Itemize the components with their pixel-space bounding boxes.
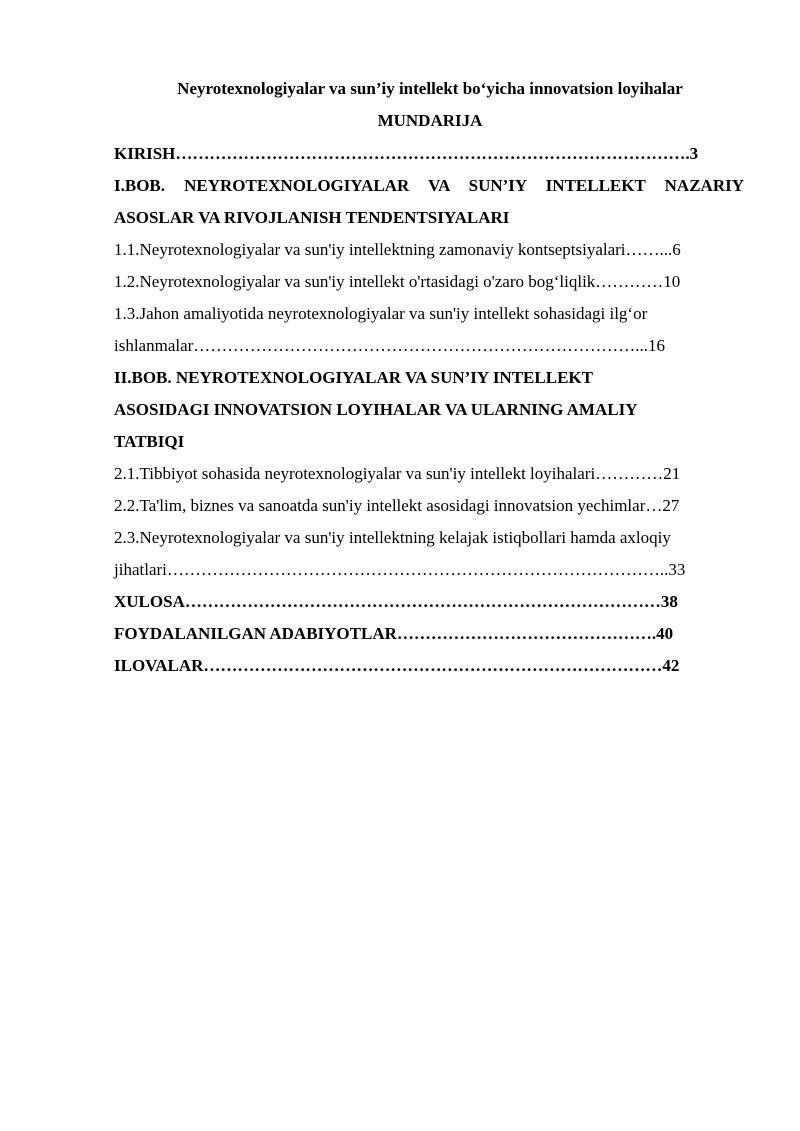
toc-entry-1-3-cont: ishlanmalar……………………………………………………………………...16: [114, 336, 666, 355]
toc-entry-1-2: 1.2.Neyrotexnologiyalar va sun'iy intellekt o'rtasidagi o'zaro bog‘liqlik…………10: [114, 272, 681, 291]
toc-entry-1-1: 1.1.Neyrotexnologiyalar va sun'iy intellektning zamonaviy kontseptsiyalari……...6: [114, 240, 681, 259]
toc-entry-xulosa: XULOSA…………………………………………………………………………38: [114, 592, 678, 611]
toc-entry-kirish: KIRISH……………………………………………………………………………….3: [114, 144, 699, 163]
toc-entry-1-3: 1.3.Jahon amaliyotida neyrotexnologiyalar va sun'iy intellekt sohasidagi ilg‘or: [114, 304, 648, 323]
toc-chapter-1-title: I.BOB. NEYROTEXNOLOGIYALAR VA SUN’IY INTELLEKT NAZARIY: [114, 176, 744, 195]
toc-entry-adabiyotlar: FOYDALANILGAN ADABIYOTLAR……………………………………….40: [114, 624, 674, 643]
toc-entry-ilovalar: ILOVALAR………………………………………………………………………42: [114, 656, 680, 675]
toc-entry-2-3: 2.3.Neyrotexnologiyalar va sun'iy intellektning kelajak istiqbollari hamda axloqiy: [114, 528, 671, 547]
toc-chapter-2-title-end: TATBIQI: [114, 432, 185, 451]
toc-chapter-2-title-cont: ASOSIDAGI INNOVATSION LOYIHALAR VA ULARNING AMALIY: [114, 400, 638, 419]
document-title: Neyrotexnologiyalar va sun’iy intellekt bo‘yicha innovatsion loyihalar: [177, 79, 683, 98]
toc-heading: MUNDARIJA: [377, 111, 483, 130]
toc-entry-2-2: 2.2.Ta'lim, biznes va sanoatda sun'iy intellekt asosidagi innovatsion yechimlar…27: [114, 496, 680, 515]
toc-entry-2-1: 2.1.Tibbiyot sohasida neyrotexnologiyalar va sun'iy intellekt loyihalari…………21: [114, 464, 681, 483]
toc-chapter-2-title: II.BOB. NEYROTEXNOLOGIYALAR VA SUN’IY INTELLEKT: [114, 368, 593, 387]
toc-chapter-1-title-cont: ASOSLAR VA RIVOJLANISH TENDENTSIYALARI: [114, 208, 510, 227]
toc-entry-2-3-cont: jihatlari……………………………………………………………………………..33: [114, 560, 686, 579]
